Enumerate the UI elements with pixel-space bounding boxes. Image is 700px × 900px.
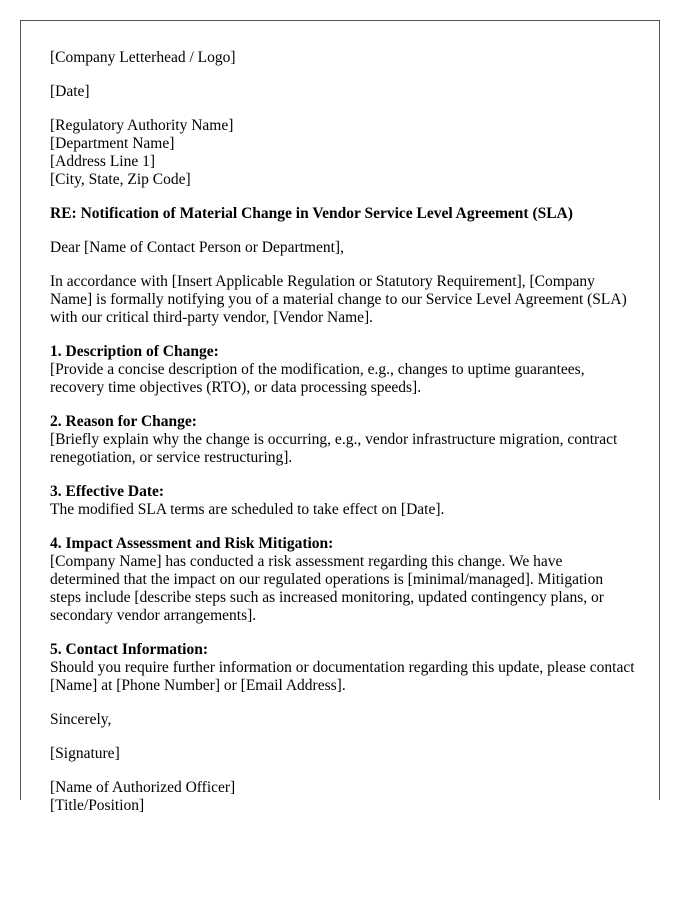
section-body: [Provide a concise description of the modification, e.g., changes to uptime guarantees, recovery time objectives (RTO), or data processing speeds]. [50,361,585,396]
signer-title: [Title/Position] [50,797,145,814]
intro-paragraph: In accordance with [Insert Applicable Regulation or Statutory Requirement], [Company Name] is formally notifying you of a material change to our Service Level Agreement (SLA) with our critical third-party vendor, [Vendor Name]. [50,273,627,326]
recipient-department: [Department Name] [50,135,175,152]
section-body: Should you require further information or documentation regarding this update, please contact [Name] at [Phone Number] or [Email Address]. [50,659,635,694]
section-heading: 3. Effective Date: [50,483,165,500]
salutation: Dear [Name of Contact Person or Department], [50,239,344,256]
section-heading: 4. Impact Assessment and Risk Mitigation: [50,535,334,552]
section-description [50,343,635,397]
section-heading: 2. Reason for Change: [50,413,197,430]
letter-date: [Date] [50,83,90,100]
recipient-city: [City, State, Zip Code] [50,171,191,188]
signer-name: [Name of Authorized Officer] [50,779,236,796]
closing: Sincerely, [50,711,112,728]
recipient-address: [Address Line 1] [50,153,156,170]
section-heading: 5. Contact Information: [50,641,208,658]
letter-page [20,20,660,814]
section-heading: 1. Description of Change: [50,343,219,360]
section-effective-date [50,483,635,519]
recipient-authority: [Regulatory Authority Name] [50,117,234,134]
section-body: The modified SLA terms are scheduled to take effect on [Date]. [50,501,445,518]
letterhead: [Company Letterhead / Logo] [50,49,236,66]
section-contact [50,641,635,695]
subject-line: RE: Notification of Material Change in Vendor Service Level Agreement (SLA) [50,205,573,222]
section-reason [50,413,635,467]
section-impact [50,535,635,625]
section-body: [Briefly explain why the change is occurring, e.g., vendor infrastructure migration, contract renegotiation, or service restructuring]. [50,431,618,466]
section-body: [Company Name] has conducted a risk assessment regarding this change. We have determined that the impact on our regulated operations is [minimal/managed]. Mitigation steps include [describe steps such as increased monitoring, updated contingency plans, or secondary vendor arrangements]. [50,553,604,624]
signer-block [50,779,635,815]
signature: [Signature] [50,745,120,762]
recipient-block [50,117,635,189]
letter-content [50,49,635,831]
